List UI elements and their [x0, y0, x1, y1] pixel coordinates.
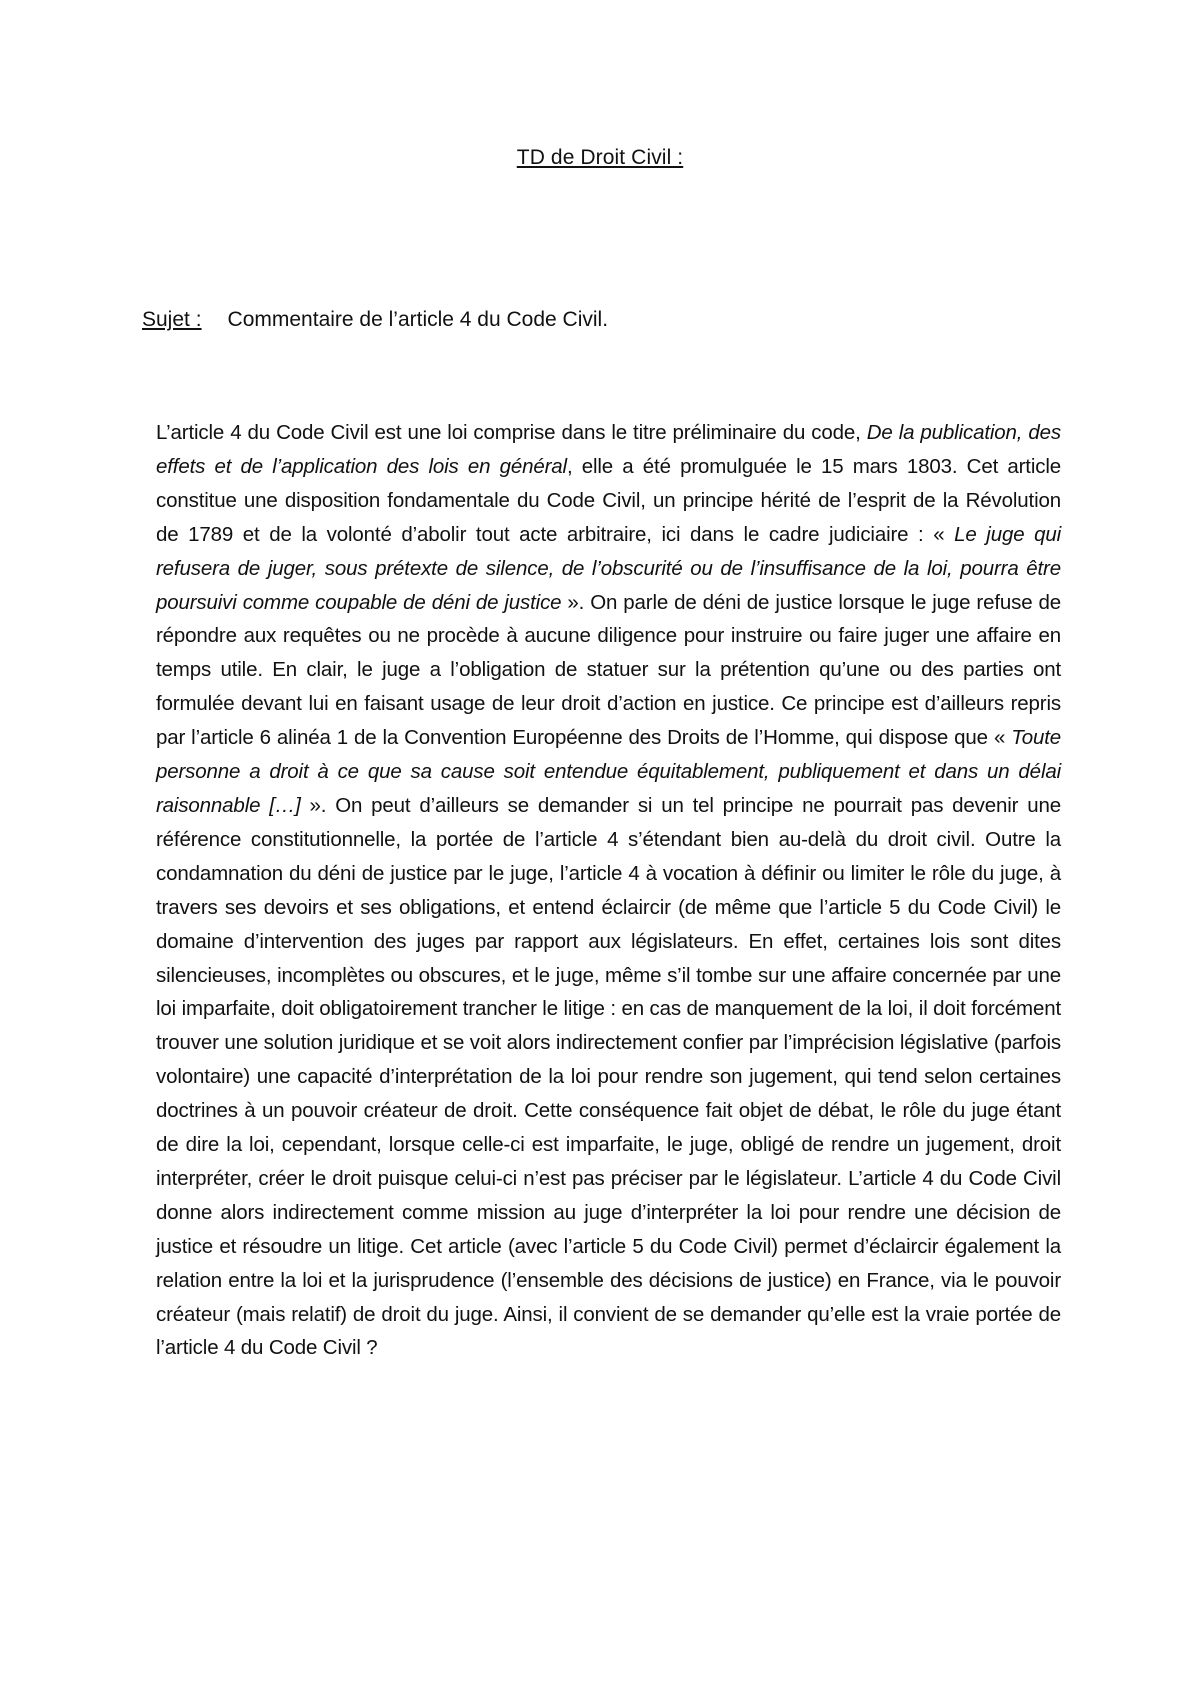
paragraph-run: ». On parle de déni de justice lorsque le juge refuse de répondre aux requêtes ou ne procède à aucune diligence pour instruire ou faire juger une affaire en temps utile. En clair, le juge a l’obligation de statuer sur la prétention qu’une ou des parties ont formulée devant lui en faisant usage de leur droit d’action en justice. Ce principe est d’ailleurs repris par l’article 6 alinéa 1 de la Convention Européenne des Droits de l’Homme, qui dispose que « — [156, 590, 1061, 750]
subject-line — [142, 308, 1102, 332]
document-title: TD de Droit Civil : — [516, 146, 684, 169]
paragraph-italic-run: De la publication, des effets et de l’application des lois en général — [156, 421, 1061, 478]
paragraph-run: , elle a été promulguée le 15 mars 1803. Cet article constitue une disposition fondamentale du Code Civil, un principe hérité de l’esprit de la Révolution de 1789 et de la volonté d’abolir tout acte arbitraire, ici dans le cadre judiciaire : « — [156, 454, 1061, 546]
paragraph-run: L’article 4 du Code Civil est une loi comprise dans le titre préliminaire du code, — [156, 421, 867, 444]
paragraph-run: ». On peut d’ailleurs se demander si un tel principe ne pourrait pas devenir une référence constitutionnelle, la portée de l’article 4 s’étendant bien au-delà du droit civil. Outre la condamnation du déni de justice par le juge, l’article 4 à vocation à définir ou limiter le rôle du juge, à travers ses devoirs et ses obligations, et entend éclaircir (de même que l’article 5 du Code Civil) le domaine d’intervention des juges par rapport aux législateurs. En effet, certaines lois sont dites silencieuses, incomplètes ou obscures, et le juge, même s’il tombe sur une affaire concernée par une loi imparfaite, doit obligatoirement trancher le litige : en cas de manquement de la loi, il doit forcément trouver une solution juridique et se voit alors indirectement confier par l’imprécision législative (parfois volontaire) une capacité d’interprétation de la loi pour rendre son jugement, qui tend selon certaines doctrines à un pouvoir créateur de droit. Cette conséquence fait objet de débat, le rôle du juge étant de dire la loi, cependant, lorsque celle-ci est imparfaite, le juge, obligé de rendre un jugement, droit interpréter, créer le droit puisque celui-ci n’est pas préciser par le législateur. L’article 4 du Code Civil donne alors indirectement comme mission au juge d’interpréter la loi pour rendre une décision de justice et résoudre un litige. Cet article (avec l’article 5 du Code Civil) permet d’éclaircir également la relation entre la loi et la jurisprudence (l’ensemble des décisions de justice) en France, via le pouvoir créateur (mais relatif) de droit du juge. Ainsi, il convient de se demander qu’elle est la vraie portée de l’article 4 du Code Civil ? — [156, 793, 1061, 1360]
subject-text: Commentaire de l’article 4 du Code Civil. — [227, 308, 609, 331]
paragraph-italic-run: Le juge qui refusera de juger, sous prétexte de silence, de l’obscurité ou de l’insuffisance de la loi, pourra être poursuivi comme coupable de déni de justice — [156, 522, 1061, 614]
body-paragraph — [156, 416, 1061, 1365]
subject-label: Sujet : — [142, 308, 202, 331]
paragraph-italic-run: Toute personne a droit à ce que sa cause soit entendue équitablement, publiquement et dans un délai raisonnable […] — [156, 726, 1061, 817]
